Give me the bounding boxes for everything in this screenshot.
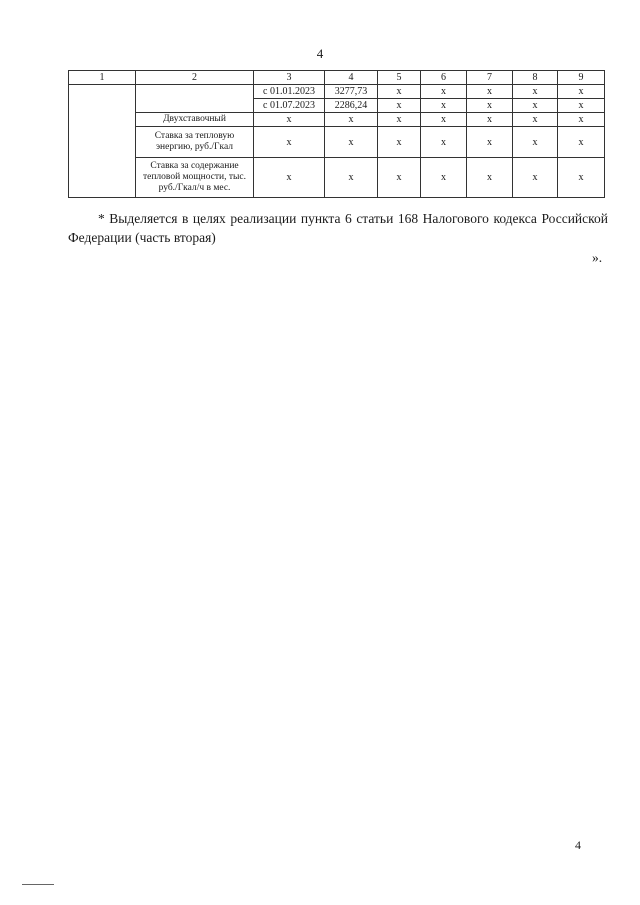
empty-first-column-cell — [69, 85, 136, 198]
table-row — [69, 113, 605, 127]
row-label — [136, 85, 254, 113]
period-cell: x — [254, 127, 325, 158]
period-cell: с 01.07.2023 — [254, 99, 325, 113]
header-cell: 9 — [558, 71, 605, 85]
page-number-bottom: 4 — [575, 838, 581, 852]
value-cell: x — [513, 113, 558, 127]
row-label: Ставка за тепловую энергию, руб./Гкал — [136, 127, 254, 158]
table-header-row — [69, 71, 605, 85]
value-cell: 2286,24 — [325, 99, 378, 113]
value-cell: x — [513, 127, 558, 158]
header-cell: 5 — [378, 71, 421, 85]
row-label: Двухставочный — [136, 113, 254, 127]
value-cell: 3277,73 — [325, 85, 378, 99]
value-cell: x — [325, 113, 378, 127]
value-cell: x — [467, 113, 513, 127]
header-cell: 4 — [325, 71, 378, 85]
value-cell: x — [378, 127, 421, 158]
value-cell: x — [513, 85, 558, 99]
row-label: Ставка за содержание тепловой мощности, тыс. руб./Гкал/ч в мес. — [136, 158, 254, 198]
value-cell: x — [558, 85, 605, 99]
value-cell: x — [421, 113, 467, 127]
value-cell: x — [421, 127, 467, 158]
value-cell: x — [325, 127, 378, 158]
header-cell: 2 — [136, 71, 254, 85]
footnote: * Выделяется в целях реализации пункта 6 статьи 168 Налогового кодекса Российской Федерации (часть вторая) — [68, 211, 608, 245]
value-cell: x — [558, 113, 605, 127]
table-row — [69, 85, 605, 99]
value-cell: x — [378, 85, 421, 99]
value-cell: x — [513, 158, 558, 198]
value-cell: x — [467, 85, 513, 99]
table-row — [69, 158, 605, 198]
value-cell: x — [558, 158, 605, 198]
table-row — [69, 127, 605, 158]
value-cell: x — [467, 99, 513, 113]
value-cell: x — [421, 85, 467, 99]
value-cell: x — [421, 158, 467, 198]
period-cell: x — [254, 158, 325, 198]
header-cell: 3 — [254, 71, 325, 85]
value-cell: x — [378, 99, 421, 113]
value-cell: x — [378, 113, 421, 127]
value-cell: x — [467, 158, 513, 198]
value-cell: x — [325, 158, 378, 198]
header-cell: 7 — [467, 71, 513, 85]
period-cell: с 01.01.2023 — [254, 85, 325, 99]
header-cell: 6 — [421, 71, 467, 85]
header-cell: 8 — [513, 71, 558, 85]
period-cell: x — [254, 113, 325, 127]
value-cell: x — [558, 99, 605, 113]
scan-mark — [22, 884, 54, 885]
tariff-table — [68, 70, 605, 198]
closing-quote-mark: ». — [592, 250, 603, 265]
value-cell: x — [421, 99, 467, 113]
value-cell: x — [378, 158, 421, 198]
value-cell: x — [513, 99, 558, 113]
value-cell: x — [558, 127, 605, 158]
value-cell: x — [467, 127, 513, 158]
header-cell: 1 — [69, 71, 136, 85]
page-number-top: 4 — [316, 46, 324, 61]
